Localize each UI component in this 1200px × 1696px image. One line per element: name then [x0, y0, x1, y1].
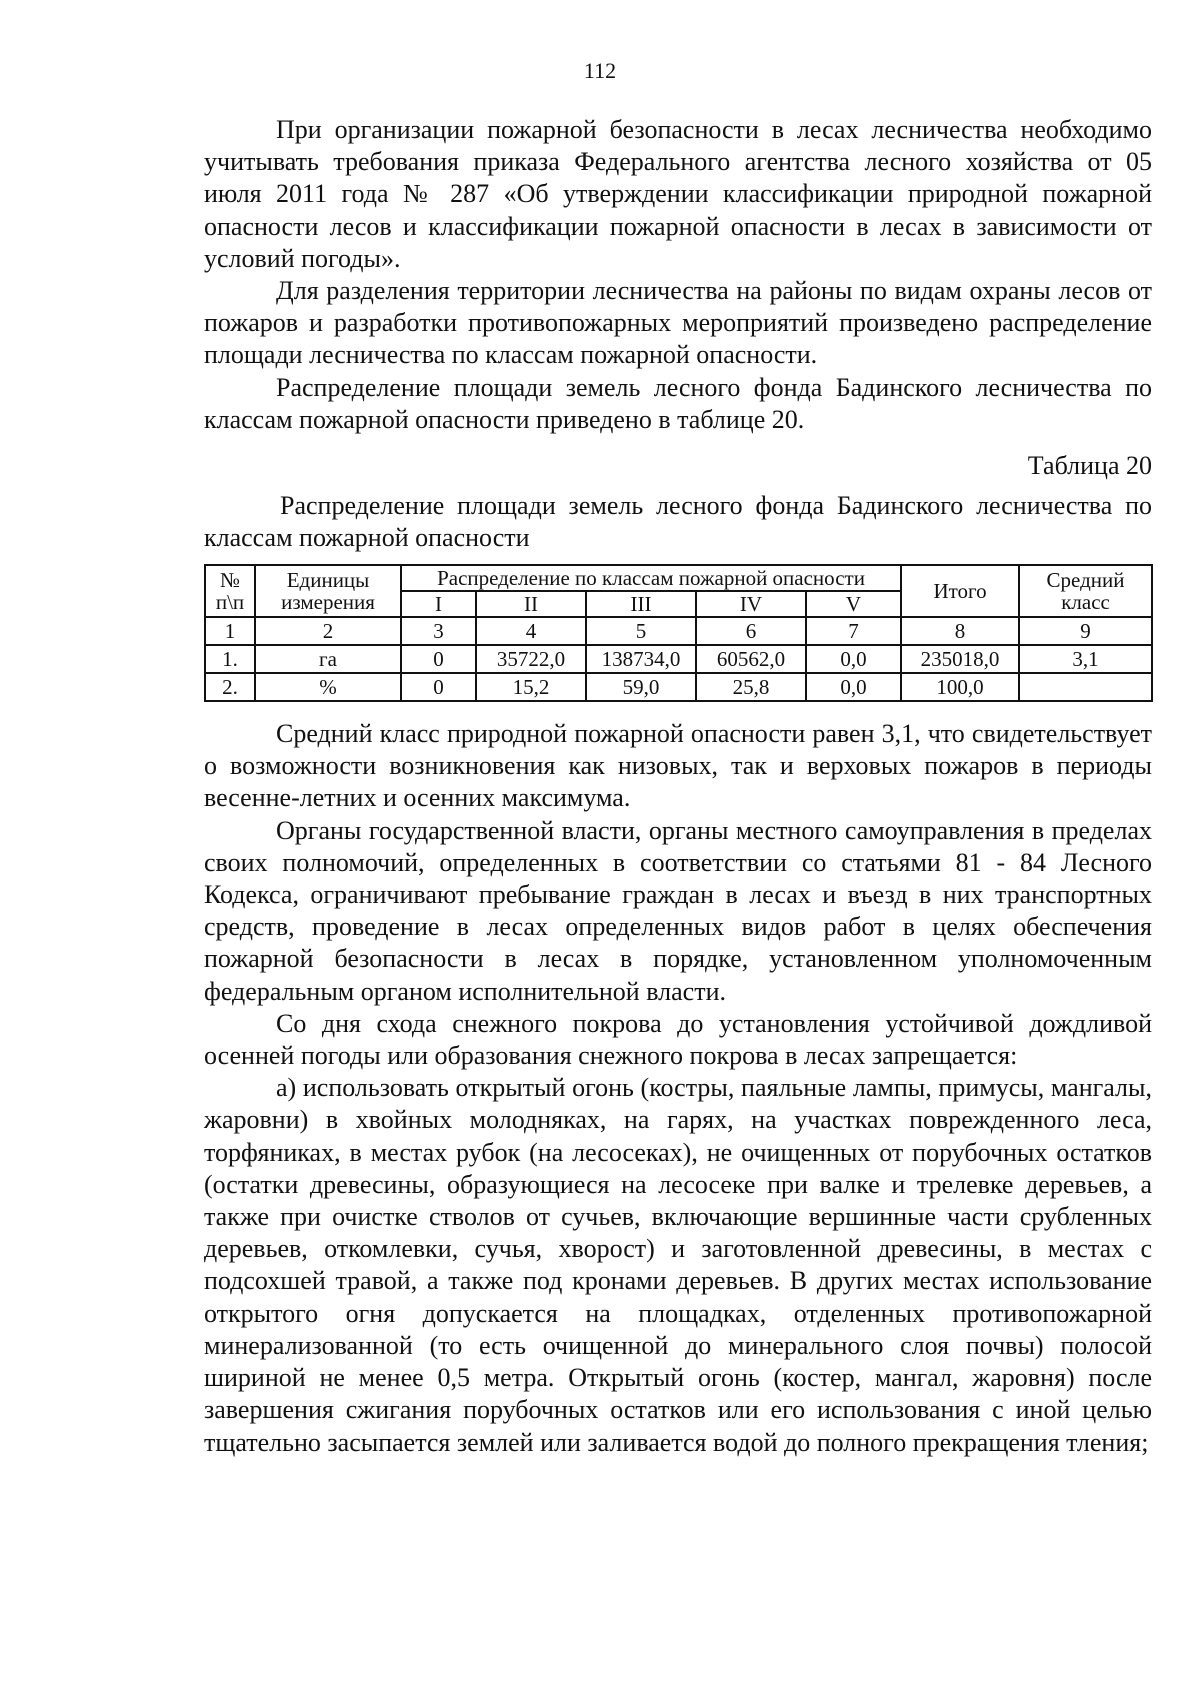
- paragraph: Средний класс природной пожарной опасности равен 3,1, что свидетельствует о возможности возникновения как низовых, так и верховых пожаров в периоды весенне-летних и осенних максимума.: [204, 719, 1152, 813]
- column-number: 9: [1019, 617, 1152, 645]
- column-number: 8: [901, 617, 1019, 645]
- paragraph: При организации пожарной безопасности в лесах лесничества необходимо учитывать требования приказа Федерального агентства лесного хозяйства от 05 июля 2011 года № 287 «Об утверждении классификации природной пожарной опасности лесов и классификации пожарной опасности в лесах в зависимости от условий погоды».: [204, 115, 1152, 273]
- table-cell: 59,0: [586, 673, 696, 701]
- header-distribution: Распределение по классам пожарной опасности: [401, 565, 901, 591]
- column-number: 3: [401, 617, 476, 645]
- table-cell: 0,0: [806, 673, 901, 701]
- header-class-3: III: [586, 591, 696, 617]
- table-cell: 25,8: [696, 673, 806, 701]
- table-cell: 3,1: [1019, 645, 1152, 673]
- table-header-row: [205, 565, 1152, 591]
- table-cell: 1.: [205, 645, 255, 673]
- header-average-line2: класс: [1061, 590, 1110, 615]
- header-units: [255, 565, 401, 617]
- paragraph: Органы государственной власти, органы местного самоуправления в пределах своих полномочий, определенных в соответствии со статьями 81 - 84 Лесного Кодекса, ограничивают пребывание граждан в лесах и въезд в них транспортных средств, проведение в лесах определенных видов работ в целях обеспечения пожарной безопасности в лесах в порядке, установленном уполномоченным федеральным органом исполнительной власти.: [204, 815, 1152, 1006]
- column-number: 1: [205, 617, 255, 645]
- table-cell: 235018,0: [901, 645, 1019, 673]
- header-number-line1: №: [219, 568, 241, 593]
- document-body: [204, 114, 1152, 1459]
- column-number: 5: [586, 617, 696, 645]
- table-row: [205, 673, 1152, 701]
- table-row: [205, 645, 1152, 673]
- text-after-table: [204, 718, 1152, 1459]
- table-cell: %: [255, 673, 401, 701]
- table-cell: 60562,0: [696, 645, 806, 673]
- table-label: Таблица 20: [1027, 451, 1152, 481]
- header-units-line1: Единицы: [286, 568, 370, 593]
- table-cell: га: [255, 645, 401, 673]
- paragraph: а) использовать открытый огонь (костры, паяльные лампы, примусы, мангалы, жаровни) в хвойных молодняках, на гарях, на участках поврежденного леса, торфяниках, в местах рубок (на лесосеках), не очищенных от порубочных остатков (остатки древесины, образующиеся на лесосеке при валке и трелевке деревьев, а также при очистке стволов от сучьев, включающие вершинные части срубленных деревьев, откомлевки, сучья, хворост) и заготовленной древесины, в местах с подсохшей травой, а также под кронами деревьев. В других местах использование открытого огня допускается на площадках, отделенных противопожарной минерализованной (то есть очищенной до минерального слоя почвы) полосой шириной не менее 0,5 метра. Открытый огонь (костер, мангал, жаровня) после завершения сжигания порубочных остатков или его использования с иной целью тщательно засыпается землей или заливается водой до полного прекращения тления;: [204, 1073, 1152, 1457]
- table-cell: 2.: [205, 673, 255, 701]
- header-class-1: I: [401, 591, 476, 617]
- table-cell: 138734,0: [586, 645, 696, 673]
- column-number: 4: [476, 617, 586, 645]
- column-number: 2: [255, 617, 401, 645]
- table-cell: 0: [401, 673, 476, 701]
- table-title: Распределение площади земель лесного фонда Бадинского лесничества по классам пожарной опасности: [204, 491, 1152, 553]
- fire-class-table: [204, 564, 1153, 702]
- table-cell: 0: [401, 645, 476, 673]
- header-total: Итого: [901, 565, 1019, 617]
- header-average-line1: Средний: [1046, 568, 1125, 593]
- table-cell: [1019, 673, 1152, 701]
- column-number-row: [205, 617, 1152, 645]
- paragraph: Со дня схода снежного покрова до установления устойчивой дождливой осенней погоды или образования снежного покрова в лесах запрещается:: [204, 1008, 1152, 1071]
- paragraph: Для разделения территории лесничества на районы по видам охраны лесов от пожаров и разработки противопожарных мероприятий произведено распределение площади лесничества по классам пожарной опасности.: [204, 276, 1152, 370]
- paragraph: Распределение площади земель лесного фонда Бадинского лесничества по классам пожарной опасности приведено в таблице 20.: [204, 372, 1152, 434]
- page-number: 112: [583, 58, 617, 83]
- header-number: [205, 565, 255, 617]
- header-units-line2: измерения: [281, 590, 375, 615]
- table-cell: 100,0: [901, 673, 1019, 701]
- column-number: 7: [806, 617, 901, 645]
- header-class-4: IV: [696, 591, 806, 617]
- table-cell: 0,0: [806, 645, 901, 673]
- header-class-5: V: [806, 591, 901, 617]
- header-number-line2: п\п: [215, 590, 245, 615]
- table-cell: 15,2: [476, 673, 586, 701]
- table-cell: 35722,0: [476, 645, 586, 673]
- column-number: 6: [696, 617, 806, 645]
- header-class-2: II: [476, 591, 586, 617]
- header-average-class: [1019, 565, 1152, 617]
